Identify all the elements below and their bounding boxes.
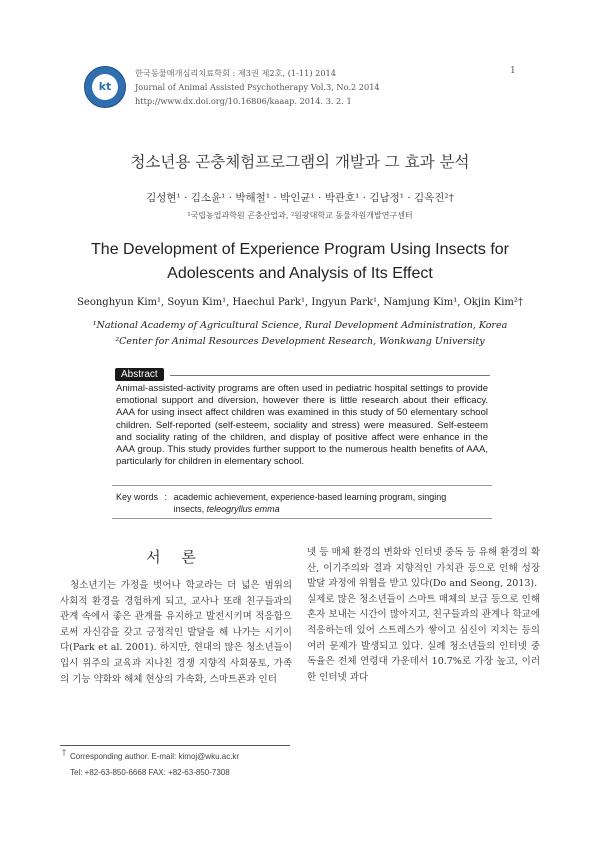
keywords-separator: : [164, 492, 168, 502]
affiliation-english-2: ²Center for Animal Resources Development Research, Wonkwang University [115, 336, 485, 347]
doi-link[interactable]: http://www.dx.doi.org/10.16806/kaaap. 2014. 3. 2. 1 [135, 96, 352, 106]
affiliation-english-1: ¹National Academy of Agricultural Science, Rural Development Administration, Korea [92, 320, 508, 331]
keywords-italic: teleogryllus emma [206, 504, 280, 514]
keywords [116, 491, 488, 515]
keywords-list [174, 491, 474, 515]
journal-citation-ko: 한국동물매개심리치료학회 : 제3권 제2호, (1-11) 2014 [135, 68, 336, 78]
title-english-line-1: The Development of Experience Program Using Insects for [91, 241, 509, 258]
affiliation-korean: ¹국립농업과학원 곤충산업과, ²원광대학교 동물자원개발연구센터 [187, 211, 413, 220]
authors-english: Seonghyun Kim¹, Soyun Kim¹, Haechul Park¹, Ingyun Park¹, Namjung Kim¹, Okjin Kim²† [77, 297, 523, 308]
keywords-text: academic achievement, experience-based learning program, singing insects, [173, 492, 447, 514]
footnote-email: Corresponding author. E-mail: kimoj@wku.ac.kr [70, 752, 240, 761]
body-paragraph-right-2: 실제로 많은 청소년들이 스마트 매체의 보급 등으로 인해 혼자 보내는 시간이 많아지고, 친구들과의 관계나 학교에 적응하는데 있어 스트레스가 쌓이고 심신이 지치는 등의 여러 문제가 발생되고 있다. 실례 청소년들의 인터넷 중독율은 전체 연령대 가운데서 10.7%로 가장 높고, 이러한 인터넷 과다 [307, 593, 540, 683]
authors-korean: 김성현¹ · 김소윤¹ · 박해철¹ · 박인균¹ · 박관호¹ · 김남정¹ · 김옥진²† [146, 192, 454, 204]
title-english [0, 238, 600, 286]
abstract-label: Abstract [115, 368, 164, 381]
journal-citation-en: Journal of Animal Assisted Psychotherapy Vol.3, No.2 2014 [135, 82, 380, 92]
logo-text: kt [92, 74, 118, 100]
abstract-text: Animal-assisted-activity programs are often used in pediatric hospital settings to provide emotional support and diversion, however there is little research about their efficacy. AAA for using insect affect children was examined in this study of 50 elementary school children. Self-reported (self-esteem, sociality and stress) were measured. Self-esteem and sociality rating of the children, and display of positive affect were enhance in the AAA group. This study provides further support to the numerous health benefits of AAA, particularly for children in elementary school. [116, 383, 488, 468]
body-paragraph-right-1: 넷 등 매체 환경의 변화와 인터넷 중독 등 유해 환경의 확산, 이기주의와 결과 지향적인 가치관 등으로 인해 성장발달 과정에 위협을 받고 있다(Do and Seong, 2013). [307, 547, 540, 590]
section-title-introduction: 서 론 [146, 548, 204, 566]
footnote-phone: Tel: +82-63-850-6668 FAX: +82-63-850-7308 [70, 768, 230, 777]
body-paragraph-left: 청소년기는 가정을 벗어나 학교라는 더 넓은 범위의 사회적 환경을 경험하게 되고, 교사나 또래 친구들과의 관계 속에서 좋은 관계를 유지하고 발전시키며 적응함으로써 자신감을 갖고 긍정적인 발달을 해 나가는 시기이다(Park et al. 2001). 하지만, 현대의 많은 청소년들이 입시 위주의 교육과 지나친 경쟁 지향적 사회풍토, 가족의 기능 약화와 해체 현상의 가속화, 스마트폰과 인터 [60, 580, 292, 685]
footnote-marker-icon: † [62, 748, 66, 757]
abstract-divider [170, 375, 490, 376]
keywords-top-divider [112, 485, 492, 486]
body-column-right [307, 545, 540, 685]
title-korean: 청소년용 곤충체험프로그램의 개발과 그 효과 분석 [130, 153, 470, 171]
footnote-divider [60, 745, 290, 746]
keywords-label: Key words [116, 492, 159, 502]
page-number: 1 [510, 66, 516, 76]
journal-logo [84, 66, 126, 108]
keywords-bottom-divider [112, 518, 492, 519]
title-english-line-2: Adolescents and Analysis of Its Effect [167, 265, 433, 282]
